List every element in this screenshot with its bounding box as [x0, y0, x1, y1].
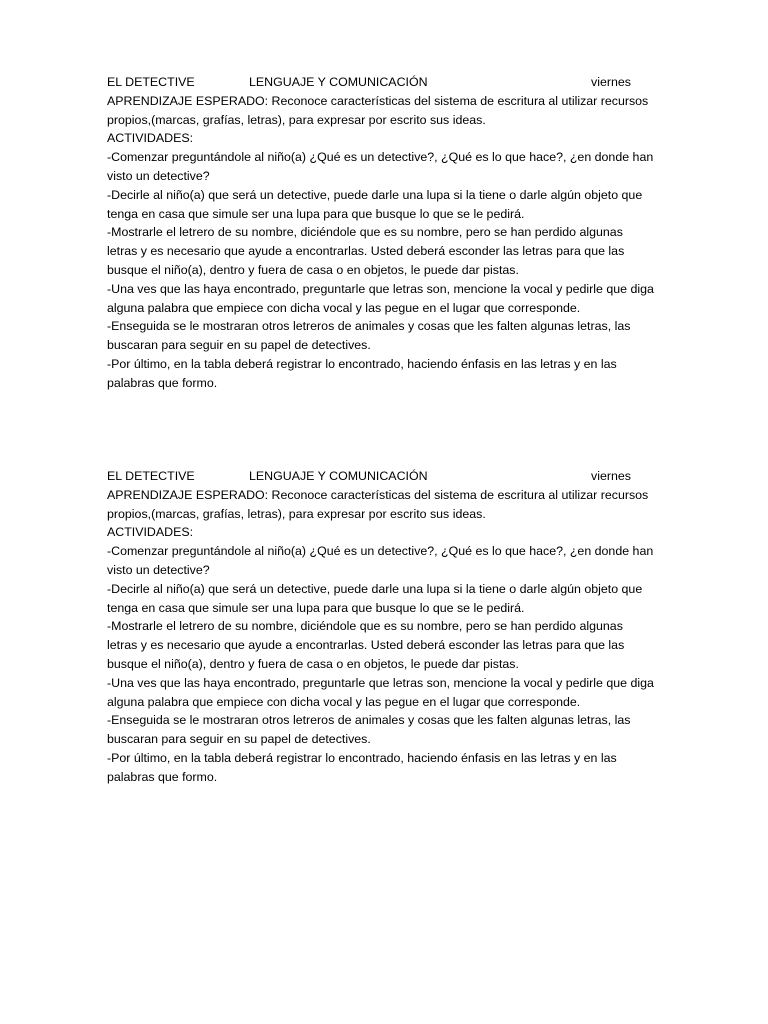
text-line: -Enseguida se le mostraran otros letreros de animales y cosas que les falten algunas letras, las — [107, 319, 631, 334]
section-header — [107, 73, 667, 92]
text-line: -Por último, en la tabla deberá registrar lo encontrado, haciendo énfasis en las letras y en las — [107, 750, 617, 765]
text-line: -Decirle al niño(a) que será un detective, puede darle una lupa si la tiene o darle algún objeto que — [107, 187, 643, 202]
text-line: tenga en casa que simule ser una lupa para que busque lo que se le pedirá. — [107, 206, 525, 221]
section-day: viernes — [591, 75, 631, 89]
text-line: busque el niño(a), dentro y fuera de casa o en objetos, le puede dar pistas. — [107, 262, 519, 277]
activities-heading: ACTIVIDADES: — [107, 525, 194, 540]
section-subject: LENGUAJE Y COMUNICACIÓN — [249, 469, 428, 483]
section-day: viernes — [591, 469, 631, 483]
text-line: -Una ves que las haya encontrado, preguntarle que letras son, mencione la vocal y pedirle que diga — [107, 675, 654, 690]
text-line: alguna palabra que empiece con dicha vocal y las pegue en el lugar que corresponde. — [107, 300, 581, 315]
text-line: visto un detective? — [107, 168, 210, 183]
section-title: EL DETECTIVE — [107, 75, 195, 89]
activities-heading: ACTIVIDADES: — [107, 131, 194, 146]
text-line: -Una ves que las haya encontrado, preguntarle que letras son, mencione la vocal y pedirle que diga — [107, 281, 654, 296]
text-line: letras y es necesario que ayude a encontrarlas. Usted deberá esconder las letras para que las — [107, 244, 625, 259]
text-line: palabras que formo. — [107, 375, 218, 390]
text-line: propios,(marcas, grafías, letras), para expresar por escrito sus ideas. — [107, 506, 486, 521]
text-line: visto un detective? — [107, 562, 210, 577]
text-line: -Decirle al niño(a) que será un detective, puede darle una lupa si la tiene o darle algún objeto que — [107, 581, 643, 596]
text-line: propios,(marcas, grafías, letras), para expresar por escrito sus ideas. — [107, 112, 486, 127]
lesson-section — [107, 73, 667, 393]
text-line: -Enseguida se le mostraran otros letreros de animales y cosas que les falten algunas letras, las — [107, 713, 631, 728]
text-line: APRENDIZAJE ESPERADO: Reconoce características del sistema de escritura al utilizar recursos — [107, 93, 649, 108]
lesson-section — [107, 467, 667, 787]
text-line: -Por último, en la tabla deberá registrar lo encontrado, haciendo énfasis en las letras y en las — [107, 356, 617, 371]
section-title: EL DETECTIVE — [107, 469, 195, 483]
text-line: -Mostrarle el letrero de su nombre, diciéndole que es su nombre, pero se han perdido algunas — [107, 225, 623, 240]
section-subject: LENGUAJE Y COMUNICACIÓN — [249, 75, 428, 89]
text-line: -Comenzar preguntándole al niño(a) ¿Qué es un detective?, ¿Qué es lo que hace?, ¿en donde han — [107, 544, 654, 559]
text-line: busque el niño(a), dentro y fuera de casa o en objetos, le puede dar pistas. — [107, 656, 519, 671]
text-line: APRENDIZAJE ESPERADO: Reconoce características del sistema de escritura al utilizar recursos — [107, 487, 649, 502]
text-line: buscaran para seguir en su papel de detectives. — [107, 732, 371, 747]
text-line: alguna palabra que empiece con dicha vocal y las pegue en el lugar que corresponde. — [107, 694, 581, 709]
text-line: palabras que formo. — [107, 769, 218, 784]
text-line: -Comenzar preguntándole al niño(a) ¿Qué es un detective?, ¿Qué es lo que hace?, ¿en donde han — [107, 150, 654, 165]
text-line: tenga en casa que simule ser una lupa para que busque lo que se le pedirá. — [107, 600, 525, 615]
text-line: -Mostrarle el letrero de su nombre, diciéndole que es su nombre, pero se han perdido algunas — [107, 619, 623, 634]
section-header — [107, 467, 667, 486]
text-line: buscaran para seguir en su papel de detectives. — [107, 338, 371, 353]
text-line: letras y es necesario que ayude a encontrarlas. Usted deberá esconder las letras para que las — [107, 638, 625, 653]
